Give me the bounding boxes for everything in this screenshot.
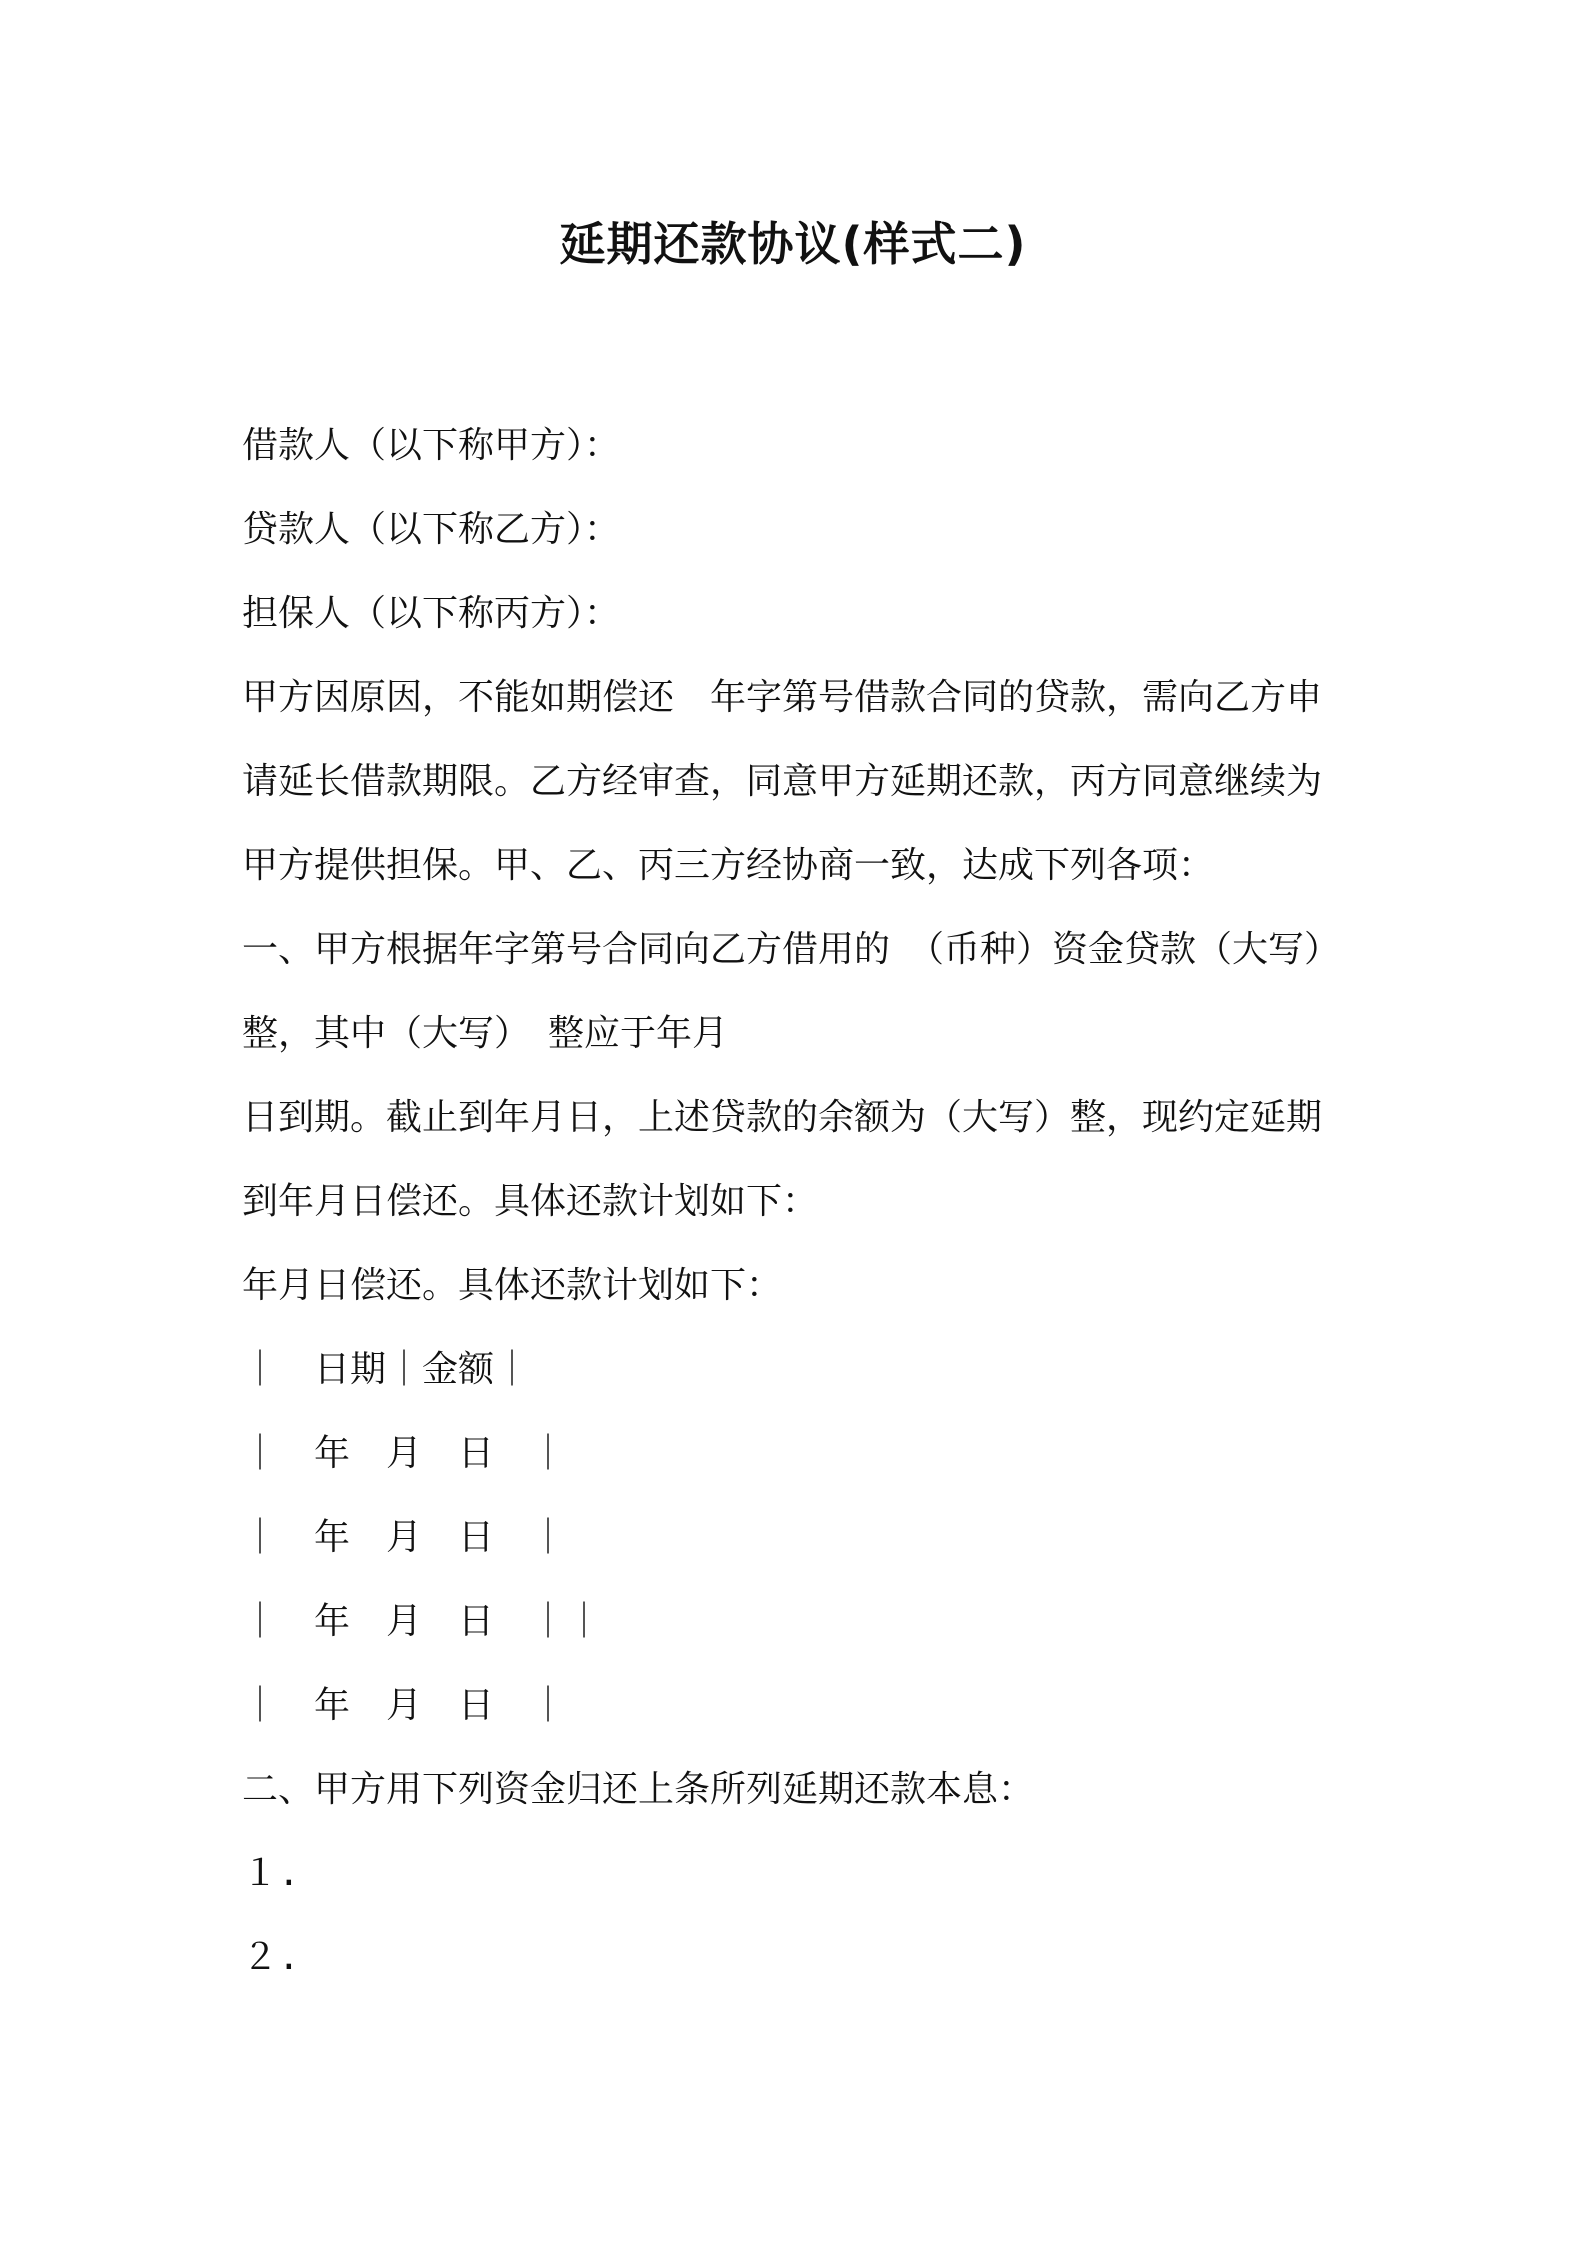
plan-table-row: ｜ 年 月 日 ｜ [242,1517,567,1558]
plan-table-row: ｜ 年 月 日 ｜｜ [242,1601,603,1642]
paragraph-line: 甲方提供担保。甲、乙、丙三方经协商一致，达成下列各项： [242,845,1215,886]
document-body [242,404,1362,2000]
clause-one-line: 到年月日偿还。具体还款计划如下： [242,1181,819,1222]
plan-table-header: ｜ 日期｜金额｜ [242,1349,531,1390]
clause-two-line: 二、甲方用下列资金归还上条所列延期还款本息： [242,1769,1035,1810]
repayment-plan-line: 年月日偿还。具体还款计划如下： [242,1265,783,1306]
clause-one-line: 整，其中（大写） 整应于年月 [242,1013,729,1054]
lender-line: 贷款人（以下称乙方）： [242,509,621,550]
paragraph-line: 请延长借款期限。乙方经审查，同意甲方延期还款，丙方同意继续为 [242,761,1323,802]
clause-one-line: 日到期。截止到年月日，上述贷款的余额为（大写）整，现约定延期 [242,1097,1323,1138]
guarantor-line: 担保人（以下称丙方）： [242,593,621,634]
document-title: 延期还款协议(样式二) [559,217,1027,271]
plan-table-row: ｜ 年 月 日 ｜ [242,1685,567,1726]
paragraph-line: 甲方因原因，不能如期偿还 年字第号借款合同的贷款，需向乙方申 [242,677,1323,718]
list-item-2: ２. [242,1937,300,1978]
borrower-line: 借款人（以下称甲方）： [242,425,621,466]
list-item-1: １. [242,1853,300,1894]
plan-table-row: ｜ 年 月 日 ｜ [242,1433,567,1474]
clause-one-line: 一、甲方根据年字第号合同向乙方借用的 （币种）资金贷款（大写） [242,929,1341,970]
